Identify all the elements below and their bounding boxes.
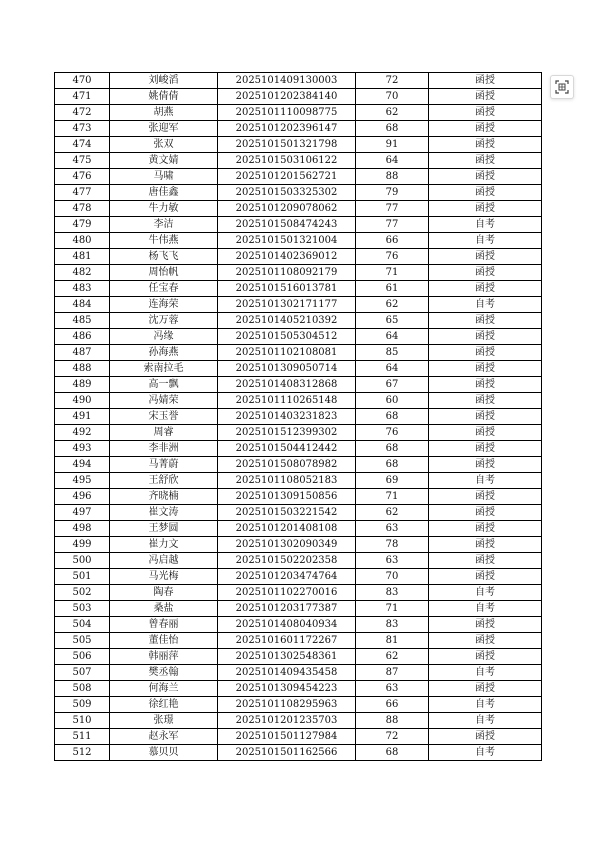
study-mode-cell: 函授 [429, 201, 542, 217]
table-row [55, 569, 542, 585]
table-row [55, 633, 542, 649]
row-number-cell: 500 [55, 553, 110, 569]
table-row [55, 281, 542, 297]
study-mode-cell: 函授 [429, 617, 542, 633]
study-mode-cell: 自考 [429, 665, 542, 681]
study-mode-cell: 函授 [429, 73, 542, 89]
id-number-cell: 2025101503325302 [218, 185, 356, 201]
study-mode-cell: 函授 [429, 121, 542, 137]
table-row [55, 521, 542, 537]
name-cell: 曾春丽 [110, 617, 218, 633]
name-cell: 张璟 [110, 713, 218, 729]
score-cell: 69 [356, 473, 429, 489]
table-row [55, 537, 542, 553]
name-cell: 崔力文 [110, 537, 218, 553]
id-number-cell: 2025101501321004 [218, 233, 356, 249]
row-number-cell: 471 [55, 89, 110, 105]
id-number-cell: 2025101203474764 [218, 569, 356, 585]
score-cell: 63 [356, 681, 429, 697]
row-number-cell: 501 [55, 569, 110, 585]
table-row [55, 105, 542, 121]
name-cell: 马菁蔚 [110, 457, 218, 473]
score-cell: 63 [356, 553, 429, 569]
row-number-cell: 481 [55, 249, 110, 265]
name-cell: 王梦圆 [110, 521, 218, 537]
study-mode-cell: 函授 [429, 409, 542, 425]
row-number-cell: 483 [55, 281, 110, 297]
id-number-cell: 2025101110098775 [218, 105, 356, 121]
id-number-cell: 2025101403231823 [218, 409, 356, 425]
table-row [55, 681, 542, 697]
id-number-cell: 2025101108092179 [218, 265, 356, 281]
row-number-cell: 494 [55, 457, 110, 473]
table-row [55, 425, 542, 441]
id-number-cell: 2025101505304512 [218, 329, 356, 345]
study-mode-cell: 函授 [429, 505, 542, 521]
table-row [55, 185, 542, 201]
study-mode-cell: 函授 [429, 249, 542, 265]
id-number-cell: 2025101108052183 [218, 473, 356, 489]
name-cell: 樊丞翰 [110, 665, 218, 681]
study-mode-cell: 函授 [429, 521, 542, 537]
score-cell: 70 [356, 89, 429, 105]
study-mode-cell: 自考 [429, 697, 542, 713]
name-cell: 李洁 [110, 217, 218, 233]
row-number-cell: 497 [55, 505, 110, 521]
study-mode-cell: 函授 [429, 377, 542, 393]
study-mode-cell: 函授 [429, 345, 542, 361]
score-cell: 77 [356, 201, 429, 217]
name-cell: 王舒欣 [110, 473, 218, 489]
name-cell: 黄文婧 [110, 153, 218, 169]
name-cell: 宋玉誉 [110, 409, 218, 425]
score-cell: 71 [356, 601, 429, 617]
row-number-cell: 505 [55, 633, 110, 649]
table-row [55, 249, 542, 265]
id-number-cell: 2025101202384140 [218, 89, 356, 105]
row-number-cell: 473 [55, 121, 110, 137]
table-row [55, 601, 542, 617]
study-mode-cell: 函授 [429, 105, 542, 121]
table-row [55, 649, 542, 665]
name-cell: 高一飘 [110, 377, 218, 393]
score-cell: 65 [356, 313, 429, 329]
roster-table-body [55, 73, 542, 761]
table-row [55, 89, 542, 105]
score-cell: 72 [356, 73, 429, 89]
name-cell: 冯启越 [110, 553, 218, 569]
study-mode-cell: 自考 [429, 745, 542, 761]
id-number-cell: 2025101309050714 [218, 361, 356, 377]
row-number-cell: 482 [55, 265, 110, 281]
name-cell: 何海兰 [110, 681, 218, 697]
name-cell: 赵永军 [110, 729, 218, 745]
name-cell: 李非洲 [110, 441, 218, 457]
name-cell: 张迎军 [110, 121, 218, 137]
score-cell: 70 [356, 569, 429, 585]
score-cell: 64 [356, 153, 429, 169]
name-cell: 唐佳鑫 [110, 185, 218, 201]
row-number-cell: 491 [55, 409, 110, 425]
row-number-cell: 492 [55, 425, 110, 441]
score-cell: 85 [356, 345, 429, 361]
study-mode-cell: 函授 [429, 633, 542, 649]
name-cell: 徐红艳 [110, 697, 218, 713]
row-number-cell: 472 [55, 105, 110, 121]
row-number-cell: 478 [55, 201, 110, 217]
study-mode-cell: 函授 [429, 361, 542, 377]
row-number-cell: 506 [55, 649, 110, 665]
row-number-cell: 502 [55, 585, 110, 601]
table-row [55, 441, 542, 457]
id-number-cell: 2025101408312868 [218, 377, 356, 393]
id-number-cell: 2025101501127984 [218, 729, 356, 745]
name-cell: 牛伟燕 [110, 233, 218, 249]
name-cell: 冯缘 [110, 329, 218, 345]
table-row [55, 617, 542, 633]
row-number-cell: 480 [55, 233, 110, 249]
study-mode-cell: 函授 [429, 441, 542, 457]
study-mode-cell: 自考 [429, 601, 542, 617]
id-number-cell: 2025101309454223 [218, 681, 356, 697]
score-cell: 78 [356, 537, 429, 553]
table-row [55, 665, 542, 681]
score-cell: 66 [356, 233, 429, 249]
row-number-cell: 493 [55, 441, 110, 457]
score-cell: 71 [356, 265, 429, 281]
study-mode-cell: 函授 [429, 265, 542, 281]
table-row [55, 73, 542, 89]
id-number-cell: 2025101504412442 [218, 441, 356, 457]
name-cell: 刘峻滔 [110, 73, 218, 89]
id-number-cell: 2025101501162566 [218, 745, 356, 761]
study-mode-cell: 函授 [429, 313, 542, 329]
study-mode-cell: 函授 [429, 569, 542, 585]
id-number-cell: 2025101409435458 [218, 665, 356, 681]
table-row [55, 121, 542, 137]
table-row [55, 505, 542, 521]
study-mode-cell: 函授 [429, 649, 542, 665]
score-cell: 66 [356, 697, 429, 713]
table-row [55, 745, 542, 761]
table-row [55, 393, 542, 409]
score-cell: 88 [356, 169, 429, 185]
study-mode-cell: 函授 [429, 329, 542, 345]
id-number-cell: 2025101302090349 [218, 537, 356, 553]
row-number-cell: 510 [55, 713, 110, 729]
ocr-scan-button[interactable] [550, 75, 574, 99]
table-row [55, 361, 542, 377]
name-cell: 沈万蓉 [110, 313, 218, 329]
table-row [55, 409, 542, 425]
study-mode-cell: 自考 [429, 585, 542, 601]
row-number-cell: 486 [55, 329, 110, 345]
row-number-cell: 512 [55, 745, 110, 761]
id-number-cell: 2025101508078982 [218, 457, 356, 473]
id-number-cell: 2025101512399302 [218, 425, 356, 441]
id-number-cell: 2025101110265148 [218, 393, 356, 409]
study-mode-cell: 函授 [429, 169, 542, 185]
study-mode-cell: 函授 [429, 729, 542, 745]
score-cell: 64 [356, 361, 429, 377]
score-cell: 71 [356, 489, 429, 505]
name-cell: 齐晓楠 [110, 489, 218, 505]
row-number-cell: 495 [55, 473, 110, 489]
table-row [55, 217, 542, 233]
row-number-cell: 503 [55, 601, 110, 617]
table-row [55, 153, 542, 169]
score-cell: 62 [356, 297, 429, 313]
score-cell: 60 [356, 393, 429, 409]
name-cell: 周怡帆 [110, 265, 218, 281]
id-number-cell: 2025101201235703 [218, 713, 356, 729]
row-number-cell: 507 [55, 665, 110, 681]
id-number-cell: 2025101503221542 [218, 505, 356, 521]
id-number-cell: 2025101108295963 [218, 697, 356, 713]
row-number-cell: 487 [55, 345, 110, 361]
score-cell: 79 [356, 185, 429, 201]
study-mode-cell: 函授 [429, 457, 542, 473]
row-number-cell: 499 [55, 537, 110, 553]
id-number-cell: 2025101402369012 [218, 249, 356, 265]
table-row [55, 585, 542, 601]
table-row [55, 201, 542, 217]
table-row [55, 473, 542, 489]
study-mode-cell: 自考 [429, 473, 542, 489]
id-number-cell: 2025101201562721 [218, 169, 356, 185]
name-cell: 董佳怡 [110, 633, 218, 649]
table-row [55, 457, 542, 473]
name-cell: 杨飞飞 [110, 249, 218, 265]
study-mode-cell: 自考 [429, 297, 542, 313]
study-mode-cell: 函授 [429, 553, 542, 569]
score-cell: 61 [356, 281, 429, 297]
roster-table [54, 72, 542, 761]
row-number-cell: 489 [55, 377, 110, 393]
row-number-cell: 475 [55, 153, 110, 169]
row-number-cell: 488 [55, 361, 110, 377]
study-mode-cell: 自考 [429, 713, 542, 729]
score-cell: 63 [356, 521, 429, 537]
table-row [55, 169, 542, 185]
id-number-cell: 2025101516013781 [218, 281, 356, 297]
name-cell: 张双 [110, 137, 218, 153]
table-row [55, 137, 542, 153]
study-mode-cell: 函授 [429, 137, 542, 153]
id-number-cell: 2025101502202358 [218, 553, 356, 569]
id-number-cell: 2025101302171177 [218, 297, 356, 313]
row-number-cell: 484 [55, 297, 110, 313]
score-cell: 83 [356, 617, 429, 633]
name-cell: 冯婧荣 [110, 393, 218, 409]
score-cell: 68 [356, 121, 429, 137]
row-number-cell: 490 [55, 393, 110, 409]
name-cell: 牛力敏 [110, 201, 218, 217]
score-cell: 87 [356, 665, 429, 681]
id-number-cell: 2025101503106122 [218, 153, 356, 169]
id-number-cell: 2025101501321798 [218, 137, 356, 153]
name-cell: 慕贝贝 [110, 745, 218, 761]
table-row [55, 329, 542, 345]
id-number-cell: 2025101408040934 [218, 617, 356, 633]
row-number-cell: 476 [55, 169, 110, 185]
study-mode-cell: 函授 [429, 393, 542, 409]
table-row [55, 489, 542, 505]
name-cell: 崔文涛 [110, 505, 218, 521]
row-number-cell: 479 [55, 217, 110, 233]
id-number-cell: 2025101309150856 [218, 489, 356, 505]
score-cell: 68 [356, 745, 429, 761]
id-number-cell: 2025101302548361 [218, 649, 356, 665]
name-cell: 周睿 [110, 425, 218, 441]
row-number-cell: 508 [55, 681, 110, 697]
id-number-cell: 2025101409130003 [218, 73, 356, 89]
table-row [55, 377, 542, 393]
id-number-cell: 2025101102108081 [218, 345, 356, 361]
name-cell: 马啸 [110, 169, 218, 185]
id-number-cell: 2025101209078062 [218, 201, 356, 217]
table-row [55, 313, 542, 329]
score-cell: 68 [356, 409, 429, 425]
score-cell: 62 [356, 649, 429, 665]
id-number-cell: 2025101508474243 [218, 217, 356, 233]
name-cell: 孙海燕 [110, 345, 218, 361]
table-row [55, 697, 542, 713]
study-mode-cell: 函授 [429, 681, 542, 697]
study-mode-cell: 自考 [429, 217, 542, 233]
score-cell: 77 [356, 217, 429, 233]
row-number-cell: 498 [55, 521, 110, 537]
id-number-cell: 2025101203177387 [218, 601, 356, 617]
score-cell: 81 [356, 633, 429, 649]
score-cell: 64 [356, 329, 429, 345]
table-row [55, 553, 542, 569]
study-mode-cell: 函授 [429, 153, 542, 169]
table-row [55, 297, 542, 313]
score-cell: 88 [356, 713, 429, 729]
score-cell: 72 [356, 729, 429, 745]
row-number-cell: 485 [55, 313, 110, 329]
study-mode-cell: 函授 [429, 89, 542, 105]
row-number-cell: 477 [55, 185, 110, 201]
score-cell: 76 [356, 249, 429, 265]
id-number-cell: 2025101202396147 [218, 121, 356, 137]
name-cell: 胡燕 [110, 105, 218, 121]
score-cell: 62 [356, 105, 429, 121]
study-mode-cell: 函授 [429, 425, 542, 441]
score-cell: 76 [356, 425, 429, 441]
score-cell: 67 [356, 377, 429, 393]
study-mode-cell: 函授 [429, 185, 542, 201]
study-mode-cell: 自考 [429, 233, 542, 249]
name-cell: 韩丽萍 [110, 649, 218, 665]
name-cell: 桑盐 [110, 601, 218, 617]
table-row [55, 233, 542, 249]
id-number-cell: 2025101601172267 [218, 633, 356, 649]
name-cell: 索南拉毛 [110, 361, 218, 377]
row-number-cell: 496 [55, 489, 110, 505]
study-mode-cell: 函授 [429, 537, 542, 553]
row-number-cell: 509 [55, 697, 110, 713]
study-mode-cell: 函授 [429, 281, 542, 297]
study-mode-cell: 函授 [429, 489, 542, 505]
ocr-scan-icon [555, 80, 569, 94]
row-number-cell: 474 [55, 137, 110, 153]
table-row [55, 265, 542, 281]
name-cell: 任宝春 [110, 281, 218, 297]
score-cell: 83 [356, 585, 429, 601]
table-row [55, 345, 542, 361]
name-cell: 陶春 [110, 585, 218, 601]
name-cell: 马光梅 [110, 569, 218, 585]
row-number-cell: 504 [55, 617, 110, 633]
row-number-cell: 511 [55, 729, 110, 745]
table-row [55, 713, 542, 729]
name-cell: 姚倩倩 [110, 89, 218, 105]
name-cell: 连海荣 [110, 297, 218, 313]
table-row [55, 729, 542, 745]
score-cell: 62 [356, 505, 429, 521]
row-number-cell: 470 [55, 73, 110, 89]
score-cell: 68 [356, 441, 429, 457]
id-number-cell: 2025101405210392 [218, 313, 356, 329]
score-cell: 91 [356, 137, 429, 153]
score-cell: 68 [356, 457, 429, 473]
id-number-cell: 2025101102270016 [218, 585, 356, 601]
id-number-cell: 2025101201408108 [218, 521, 356, 537]
